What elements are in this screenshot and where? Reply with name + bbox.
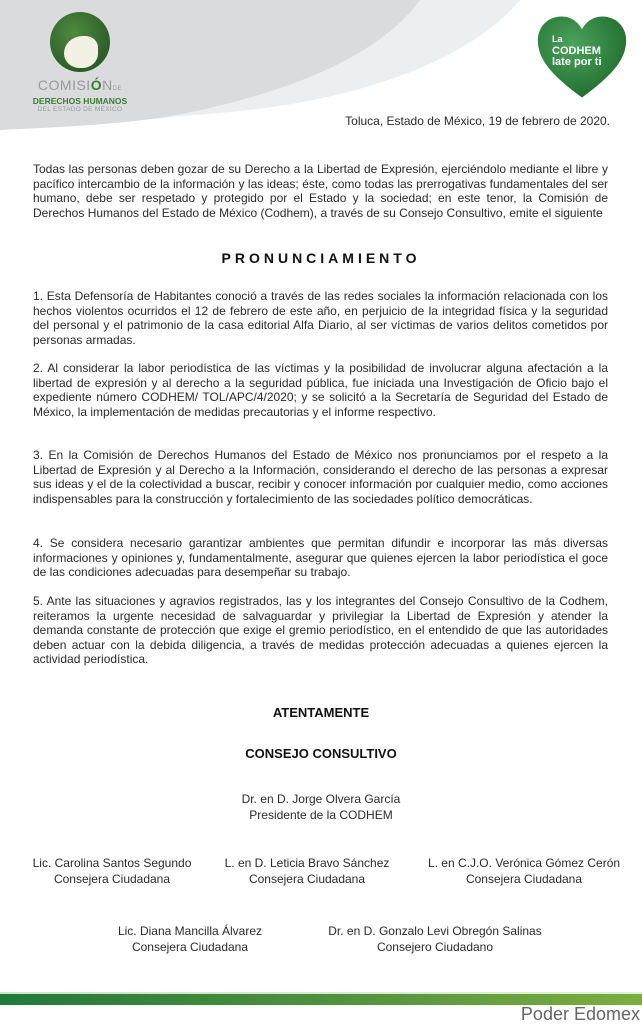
council-heading: CONSEJO CONSULTIVO xyxy=(245,746,397,761)
slogan-line-3: late por ti xyxy=(552,56,602,68)
logo-word-small: DE xyxy=(112,86,123,92)
signatory-role: Consejera Ciudadana xyxy=(465,871,583,886)
signatory-role: Consejero Ciudadano xyxy=(376,939,494,954)
logo-word-accent: Ó xyxy=(90,77,103,93)
signatory xyxy=(207,856,407,887)
signatory-role: Consejera Ciudadana xyxy=(248,871,366,886)
logo-line-2: DERECHOS HUMANOS xyxy=(32,96,128,106)
signatory-role: Consejera Ciudadana xyxy=(131,939,249,954)
point-2: 2. Al considerar la labor periodística de las víctimas y la posibilidad de involucrar alguna afectación a la libertad de expresión y al derecho a la seguridad pública, fue iniciada una Investigación de Oficio bajo el expediente número CODHEM/ TOL/APC/4/2020; y se solicitó a la Secretaría de Seguridad del Estado de México, la implementación de medidas precautorias y el informe respectivo. xyxy=(33,361,608,419)
point-5: 5. Ante las situaciones y agravios registrados, las y los integrantes del Consejo Consultivo de la Codhem, reiteramos la urgente necesidad de salvaguardar y privilegiar la Libertad de Expresión y atender la demanda constante de protección que exige el gremio periodístico, en el entendido de que las autoridades deben actuar con la debida diligencia, a través de medidas protección adecuadas a quienes ejercen la actividad periodística. xyxy=(33,594,608,667)
signatory-name: L. en C.J.O. Verónica Gómez Cerón xyxy=(427,856,621,870)
signatory-role: Presidente de la CODHEM xyxy=(249,807,393,822)
signatory xyxy=(305,924,565,955)
point-1: 1. Esta Defensoría de Habitantes conoció a través de las redes sociales la información relacionada con los hechos violentos ocurridos el 12 de febrero de este año, en perjuicio de la integridad física y la seguridad del personal y el patrimonio de la casa editorial Alfa Diario, al ser víctimas de varios delitos cometidos por personas armadas. xyxy=(33,289,608,347)
signatory xyxy=(12,856,212,887)
codhem-logo xyxy=(30,12,130,122)
signatory xyxy=(90,924,290,955)
signatory xyxy=(410,856,638,887)
signatory-name: Lic. Carolina Santos Segundo xyxy=(32,856,192,870)
signatory-name: Dr. en D. Jorge Olvera García xyxy=(241,792,401,806)
intro-paragraph: Todas las personas deben gozar de su Derecho a la Libertad de Expresión, ejerciéndolo mediante el libre y pacífico intercambio de la información y las ideas; éste, como todas las prerrogativas fundamentales del ser humano, debe ser respetado y protegido por el Estado y la sociedad; en este tenor, la Comisión de Derechos Humanos del Estado de México (Codhem), a través de su Consejo Consultivo, emite el siguiente xyxy=(33,162,608,220)
heart-slogan xyxy=(552,34,622,69)
logo-line-3: DEL ESTADO DE MÉXICO xyxy=(37,106,123,113)
source-credit: Poder Edomex xyxy=(520,1004,640,1024)
point-4: 4. Se considera necesario garantizar ambientes que permitan difundir e incorporar las más diversas informaciones y opiniones y, fundamentalmente, asegurar que quienes ejercen la labor periodística el goce de las condiciones adecuadas para desempeñar su trabajo. xyxy=(33,536,608,580)
signatory-name: Dr. en D. Gonzalo Levi Obregón Salinas xyxy=(328,924,542,938)
point-3: 3. En la Comisión de Derechos Humanos del Estado de México nos pronunciamos por el respeto a la Libertad de Expresión y al Derecho a la Información, considerando el derecho de las personas a expresar sus ideas y el de la colectividad a buscar, recibir y conocer información por cualquier medio, como acciones indispensables para la construcción y fortalecimiento de las sociedades político democráticas. xyxy=(33,448,608,506)
date-line: Toluca, Estado de México, 19 de febrero de 2020. xyxy=(345,114,610,128)
signatory-name: Lic. Diana Mancilla Álvarez xyxy=(117,924,263,938)
dove-emblem-icon xyxy=(50,12,110,72)
signatory-role: Consejera Ciudadana xyxy=(53,871,171,886)
closing-heading: ATENTAMENTE xyxy=(272,705,370,720)
signatory-president xyxy=(171,792,471,823)
logo-word-suffix: N xyxy=(102,77,113,93)
logo-word-prefix: COMISI xyxy=(37,77,91,93)
document-title: PRONUNCIAMIENTO xyxy=(221,250,421,266)
slogan-line-2: CODHEM xyxy=(552,44,601,57)
slogan-line-1: La xyxy=(552,34,563,44)
signatory-name: L. en D. Leticia Bravo Sánchez xyxy=(224,856,390,870)
